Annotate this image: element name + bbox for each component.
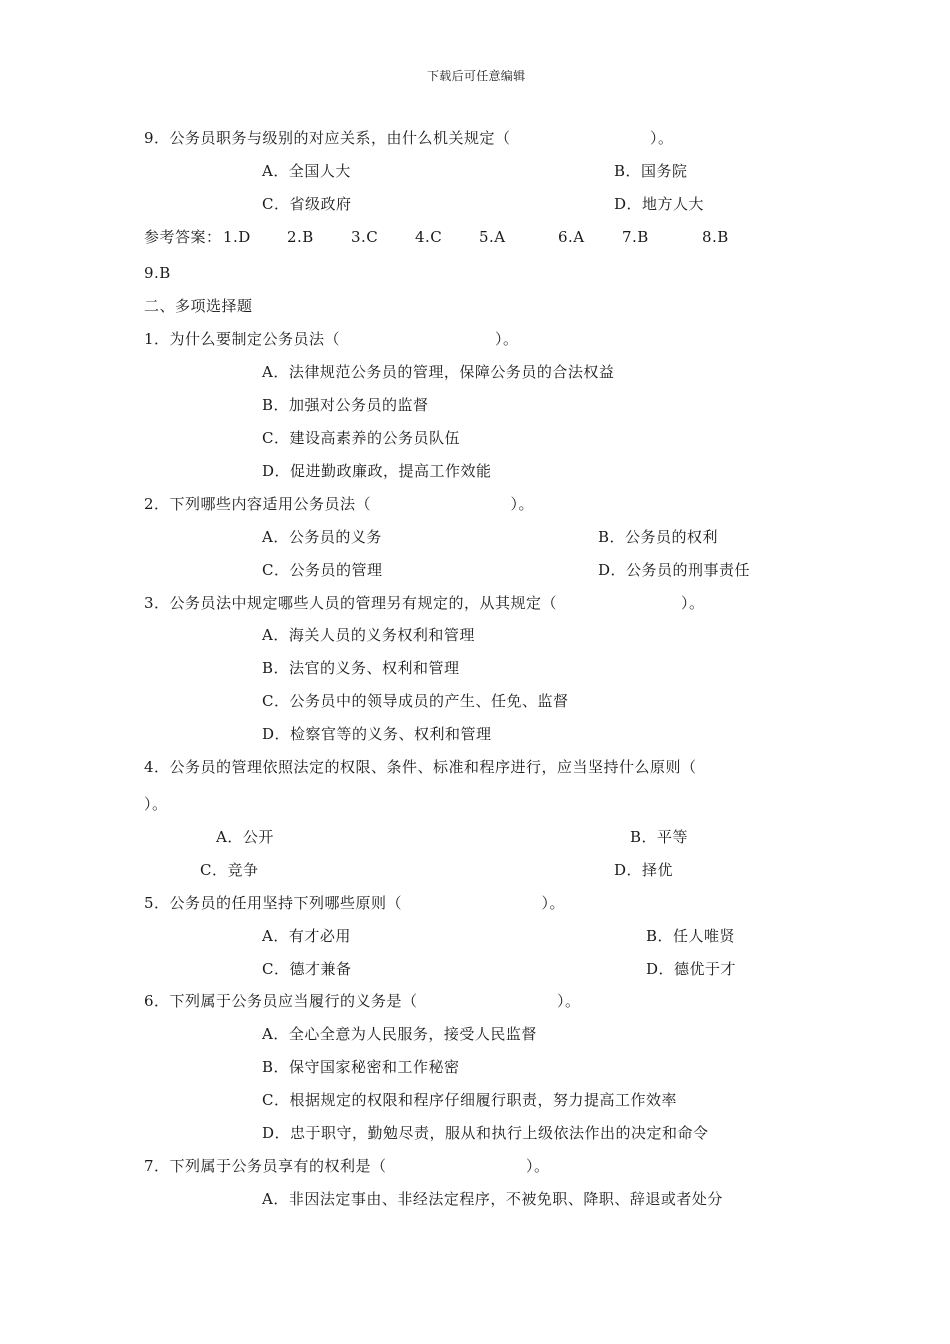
option-d: D．促进勤政廉政，提高工作效能 — [262, 462, 492, 480]
option-b: B．国务院 — [614, 162, 688, 180]
option-a: A．公开 — [216, 828, 274, 846]
option-d: D．地方人大 — [614, 195, 705, 213]
section-title: 二、多项选择题 — [144, 297, 253, 315]
question-stem: 7．下列属于公务员享有的权利是（ ）。 — [144, 1157, 550, 1175]
option-b: B．加强对公务员的监督 — [262, 396, 429, 414]
option-a: A．全国人大 — [262, 162, 351, 180]
option-a: A．非因法定事由、非经法定程序，不被免职、降职、辞退或者处分 — [262, 1190, 723, 1208]
option-b: B．保守国家秘密和工作秘密 — [262, 1058, 460, 1076]
answer-item: 8.B — [702, 228, 729, 246]
page-header: 下载后可任意编辑 — [427, 69, 526, 83]
question-stem: 1．为什么要制定公务员法（ ）。 — [144, 330, 519, 348]
option-b: B．任人唯贤 — [646, 927, 736, 945]
option-d: D．忠于职守，勤勉尽责，服从和执行上级依法作出的决定和命令 — [262, 1124, 709, 1142]
question-stem: 9．公务员职务与级别的对应关系，由什么机关规定（ ）。 — [144, 129, 674, 147]
answer-item: 2.B — [287, 228, 314, 246]
option-b: B．法官的义务、权利和管理 — [262, 659, 460, 677]
option-a: A．海关人员的义务权利和管理 — [262, 626, 475, 644]
option-c: C．省级政府 — [262, 195, 352, 213]
option-c: C．竞争 — [200, 861, 259, 879]
option-c: C．德才兼备 — [262, 960, 352, 978]
option-a: A．公务员的义务 — [262, 528, 382, 546]
option-c: C．根据规定的权限和程序仔细履行职责，努力提高工作效率 — [262, 1091, 677, 1109]
option-d: D．公务员的刑事责任 — [598, 561, 751, 579]
answer-item: 5.A — [479, 228, 506, 246]
question-stem: 3．公务员法中规定哪些人员的管理另有规定的，从其规定（ ）。 — [144, 594, 705, 612]
answer-item: 7.B — [622, 228, 649, 246]
option-b: B．公务员的权利 — [598, 528, 719, 546]
answer-item: 4.C — [415, 228, 443, 246]
answer-item: 9.B — [144, 264, 171, 282]
question-stem-continued: ）。 — [144, 795, 168, 813]
answer-item: 3.C — [351, 228, 379, 246]
option-a: A．有才必用 — [262, 927, 351, 945]
option-d: D．德优于才 — [646, 960, 737, 978]
option-d: D．择优 — [614, 861, 674, 879]
option-d: D．检察官等的义务、权利和管理 — [262, 725, 492, 743]
option-a: A．全心全意为人民服务，接受人民监督 — [262, 1025, 537, 1043]
answer-item: 1.D — [223, 228, 251, 246]
question-stem: 2．下列哪些内容适用公务员法（ ）。 — [144, 495, 535, 513]
option-a: A．法律规范公务员的管理，保障公务员的合法权益 — [262, 363, 615, 381]
option-b: B．平等 — [630, 828, 689, 846]
answer-key-label: 参考答案： — [144, 228, 222, 246]
option-c: C．建设高素养的公务员队伍 — [262, 429, 460, 447]
question-stem: 4．公务员的管理依照法定的权限、条件、标准和程序进行，应当坚持什么原则（ — [144, 758, 697, 776]
question-stem: 5．公务员的任用坚持下列哪些原则（ ）。 — [144, 894, 566, 912]
question-stem: 6．下列属于公务员应当履行的义务是（ ）。 — [144, 992, 581, 1010]
answer-item: 6.A — [558, 228, 585, 246]
option-c: C．公务员的管理 — [262, 561, 383, 579]
option-c: C．公务员中的领导成员的产生、任免、监督 — [262, 692, 569, 710]
